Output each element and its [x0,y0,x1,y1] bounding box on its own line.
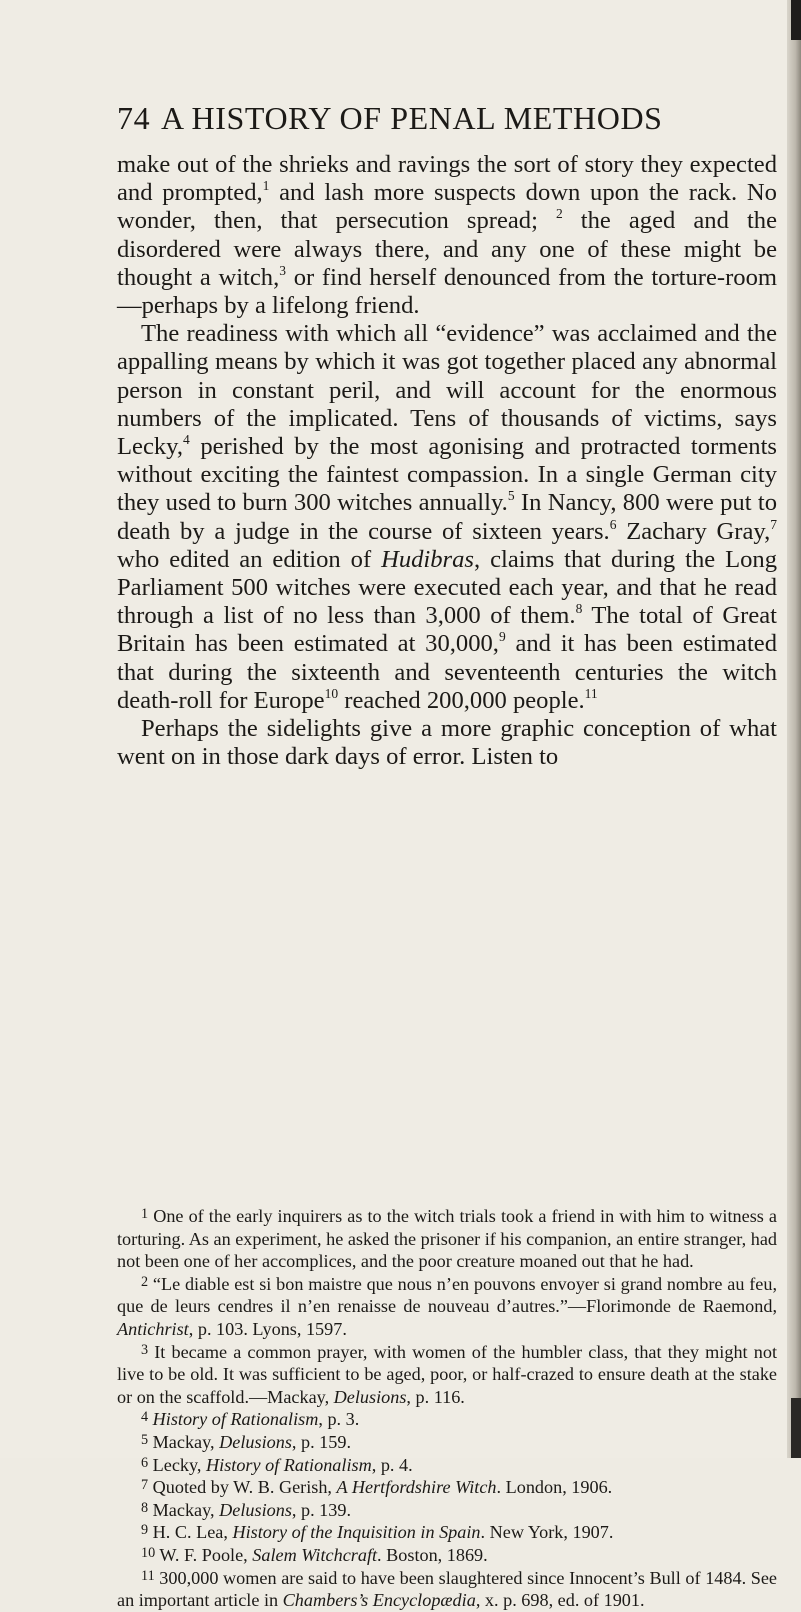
footnote-text: . Boston, 1869. [377,1544,488,1565]
footnote-text: “Le diable est si bon maistre que nous n’en pouvons envoyer si grand nombre au feu, que de leurs cendres il n’en renaisse de nouveau d’autres.”—Florimonde de Raemond, [117,1273,778,1317]
paragraph-3: Perhaps the sidelights give a more graphic conception of what went on in those dark days of error. Listen to [117,715,777,771]
footnote-2 [117,1273,777,1341]
footnote-8 [117,1499,777,1522]
running-header [117,100,777,137]
footnote-number: 10 [141,1544,156,1561]
footnote-ref: 10 [324,685,339,701]
footnote-number: 8 [141,1499,149,1516]
cited-title: Delusions [333,1386,407,1407]
footnote-text: , p. 116. [406,1386,465,1407]
footnote-text: , p. 103. Lyons, 1597. [188,1318,347,1339]
footnote-text: Quoted by W. B. Gerish, [152,1477,337,1498]
footnote-text: H. C. Lea, [152,1522,233,1543]
text-run: or find herself denounced from the torture-room—perhaps by a lifelong friend. [117,263,777,320]
text-run: and lash more suspects down upon the rack. No wonder, then, that persecution spread; [117,179,777,235]
cited-title: Delusions [219,1499,292,1520]
footnote-number: 9 [141,1522,149,1539]
page-edge-dark-bottom [791,1398,801,1458]
running-title: A HISTORY OF PENAL METHODS [161,100,663,136]
footnote-text: Lecky, [152,1454,206,1475]
footnote-ref: 3 [279,262,287,278]
text-run: and it has been estimated that during the sixteenth and seventeenth centuries the witch death-roll for Europe [117,630,778,714]
footnote-9 [117,1521,777,1544]
footnote-1 [117,1205,777,1273]
footnote-ref: 1 [262,178,270,194]
footnote-number: 3 [141,1341,149,1358]
text-run: In Nancy, 800 were put to death by a judge in the course of sixteen years. [117,489,777,545]
footnote-ref: 7 [770,516,777,532]
footnote-text: , x. p. 698, ed. of 1901. [475,1590,645,1611]
footnotes [117,1205,777,1612]
footnote-5 [117,1431,777,1454]
footnote-text: 300,000 women are said to have been slaughtered since Innocent’s Bull of 1484. See an important article in [117,1567,777,1611]
text-run: The total of Great Britain has been estimated at 30,000, [117,602,777,658]
footnote-7 [117,1476,777,1499]
footnote-number: 11 [141,1567,155,1584]
footnote-ref: 11 [584,685,598,701]
cited-title: Salem Witchcraft [252,1544,378,1565]
cited-title: Antichrist [117,1318,189,1339]
footnote-text: . London, 1906. [496,1477,613,1498]
footnote-ref: 4 [183,431,190,447]
paragraph-1 [117,151,777,320]
page-number: 74 [117,100,151,136]
cited-title: Chambers’s Encyclopædia [282,1590,476,1611]
footnote-6 [117,1454,777,1477]
cited-title: History of the Inquisition in Spain [232,1522,481,1543]
footnote-11 [117,1567,777,1612]
footnote-ref: 5 [507,488,515,504]
text-run: reached 200,000 people. [338,686,585,714]
footnote-text: . New York, 1907. [480,1522,614,1543]
footnote-number: 5 [141,1431,149,1448]
footnote-text: One of the early inquirers as to the witch trials took a friend in with him to witness a torturing. As an experiment, he asked the prisoner if his companion, an entire stranger, had not been one of her accomplices, and the poor creature moaned out that he had. [117,1206,778,1272]
paragraph-2 [117,320,777,715]
book-title: Hudibras [381,545,474,573]
footnote-ref: 9 [498,629,506,645]
footnote-3 [117,1341,777,1409]
footnote-number: 7 [141,1476,149,1493]
footnote-ref: 8 [575,601,583,617]
page-edge-dark-top [791,0,801,40]
footnote-number: 4 [141,1409,149,1426]
footnote-10 [117,1544,777,1567]
footnote-text: , p. 4. [371,1454,413,1475]
text-run: who edited an edition of [117,545,382,573]
text-run: Zachary Gray, [616,517,771,545]
footnote-text: , p. 159. [291,1431,351,1452]
footnote-ref: 6 [609,516,617,532]
footnote-text: W. F. Poole, [159,1544,253,1565]
footnote-number: 1 [141,1205,149,1222]
cited-title: History of Rationalism [152,1409,319,1430]
text-run: , claims that during the Long Parliament 500 witches were executed each year, and that he read through a list of no less than 3,000 of them. [117,545,777,630]
footnote-text: Mackay, [152,1431,220,1452]
text-run: The readiness with which all “evidence” was acclaimed and the appalling means by which it was got together placed any abnormal person in constant peril, and will account for the enormous numbers of the implicated. Tens of thousands of victims, says Lecky, [117,320,777,461]
page-edge-shadow [787,0,801,1458]
cited-title: A Hertfordshire Witch [336,1477,497,1498]
footnote-ref: 2 [555,206,563,222]
cited-title: Delusions [219,1431,292,1452]
footnote-text: , p. 139. [291,1499,351,1520]
footnote-4 [117,1408,777,1431]
main-text [117,151,777,771]
footnote-number: 2 [141,1273,149,1290]
footnote-text: It became a common prayer, with women of the humbler class, that they might not live to be old. It was sufficient to be aged, poor, or half-crazed to ensure death at the stake or on the scaffold.—Mackay, [117,1341,777,1407]
text-run: make out of the shrieks and ravings the sort of story they expected and prompted, [117,151,777,207]
text-run: the aged and the disordered were always there, and any one of these might be thought a witch, [117,207,777,291]
footnote-number: 6 [141,1454,149,1471]
footnote-text: Mackay, [152,1499,220,1520]
text-run: perished by the most agonising and protracted torments without exciting the faintest compassion. In a single German city they used to burn 300 witches annually. [117,433,777,517]
footnote-text: , p. 3. [318,1409,360,1430]
cited-title: History of Rationalism [206,1454,372,1475]
